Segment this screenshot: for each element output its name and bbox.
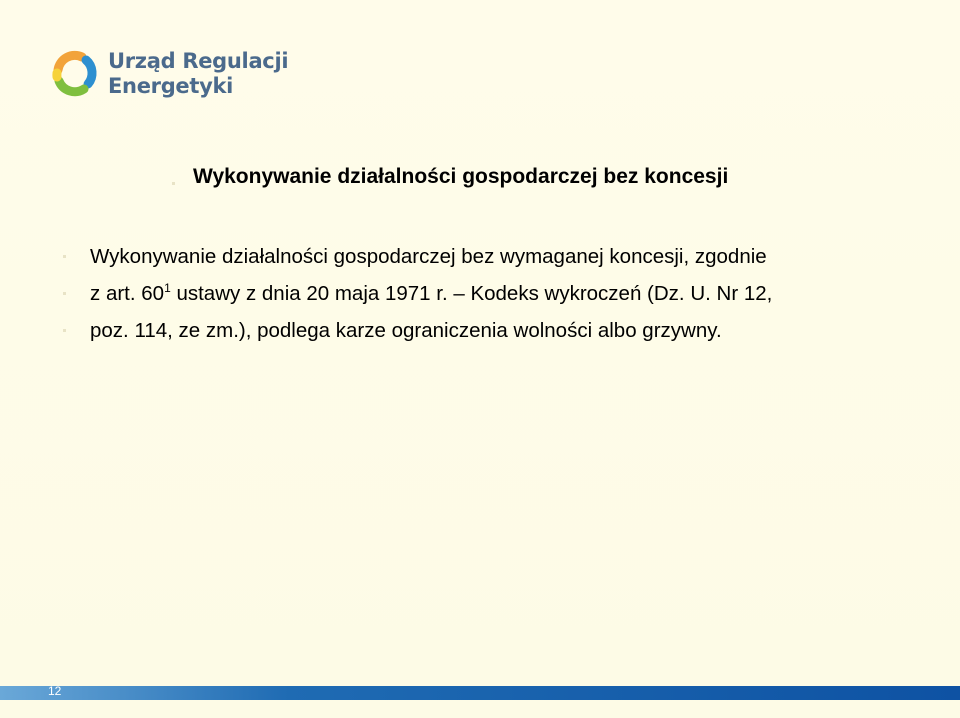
- slide-title: Wykonywanie działalności gospodarczej bez koncesji: [193, 165, 729, 188]
- bullet: [63, 255, 66, 258]
- logo: [48, 48, 288, 100]
- body-line-2-before: z art. 60: [90, 282, 165, 305]
- page-number: 12: [48, 684, 62, 698]
- body-line-2-after: ustawy z dnia 20 maja 1971 r. – Kodeks wykroczeń (Dz. U. Nr 12,: [170, 282, 773, 305]
- body-line-3: [90, 312, 930, 349]
- logo-text-line2: Energetyki: [108, 74, 234, 98]
- body-line-3-text: poz. 114, ze zm.), podlega karze ograniczenia wolności albo grzywny.: [90, 319, 722, 342]
- title-bullet: [172, 182, 175, 185]
- bullet: [63, 292, 66, 295]
- slide-body: [90, 238, 930, 349]
- logo-text-line1: Urząd Regulacji: [108, 49, 289, 73]
- footer-bar: [0, 686, 960, 700]
- body-line-1-text: Wykonywanie działalności gospodarczej bez wymaganej koncesji, zgodnie: [90, 245, 767, 268]
- body-line-1: [90, 238, 930, 275]
- ure-logo-icon: [48, 48, 100, 100]
- logo-text: [108, 49, 288, 99]
- body-line-2: [90, 275, 930, 312]
- bullet: [63, 329, 66, 332]
- body-line-2-superscript: 1: [164, 281, 171, 295]
